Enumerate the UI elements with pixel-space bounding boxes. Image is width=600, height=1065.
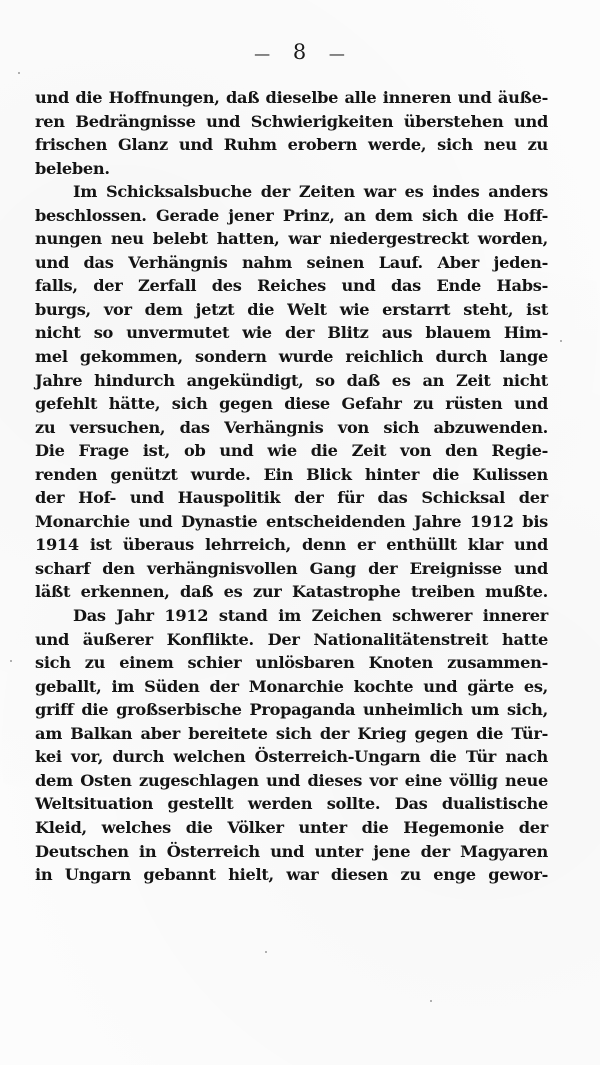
text-line: und die Hoffnungen, daß dieselbe alle inneren und äuße- [35, 88, 548, 107]
paragraph-3 [35, 604, 548, 887]
text-line: Die Frage ist, ob und wie die Zeit von den Regie- [35, 441, 548, 461]
text-line: falls, der Zerfall des Reiches und das Ende Habs- [35, 276, 548, 296]
text-line: Jahre hindurch angekündigt, so daß es an Zeit nicht [35, 370, 548, 390]
text-line: Deutschen in Österreich und unter jene der Magyaren [35, 841, 548, 861]
text-line: mel gekommen, sondern wurde reichlich durch lange [35, 347, 548, 367]
scan-speck [18, 72, 20, 74]
text-line: sich zu einem schier unlösbaren Knoten zusammen- [35, 653, 548, 673]
text-line: Kleid, welches die Völker unter die Hegemonie der [35, 817, 548, 837]
text-line: gefehlt hätte, sich gegen diese Gefahr zu rüsten und [35, 394, 548, 414]
text-line: renden genützt wurde. Ein Blick hinter die Kulissen [35, 464, 548, 484]
scan-speck [10, 660, 12, 662]
text-line: der Hof- und Hauspolitik der für das Schicksal der [35, 488, 548, 508]
text-line: 1914 ist überaus lehrreich, denn er enthüllt klar und [35, 535, 548, 555]
paragraph-2 [35, 180, 548, 604]
text-line: frischen Glanz und Ruhm erobern werde, sich neu zu [35, 135, 548, 155]
text-line: zu versuchen, das Verhängnis von sich abzuwenden. [35, 417, 548, 437]
text-line: beleben. [35, 158, 110, 178]
text-line: ren Bedrängnisse und Schwierigkeiten überstehen und [35, 111, 548, 131]
text-line: Im Schicksalsbuche der Zeiten war es indes anders [73, 182, 548, 202]
text-line: kei vor, durch welchen Österreich-Ungarn die Tür nach [35, 747, 548, 767]
text-line: beschlossen. Gerade jener Prinz, an dem sich die Hoff- [35, 205, 548, 225]
text-line: in Ungarn gebannt hielt, war diesen zu enge gewor- [35, 865, 548, 885]
text-line: am Balkan aber bereitete sich der Krieg gegen die Tür- [35, 723, 548, 743]
text-line: und das Verhängnis nahm seinen Lauf. Aber jeden- [35, 252, 548, 272]
paragraph-1 [35, 86, 548, 180]
folio-right-dash: — [328, 44, 346, 63]
text-line: griff die großserbische Propaganda unheimlich um sich, [35, 700, 548, 720]
text-line: geballt, im Süden der Monarchie kochte und gärte es, [35, 676, 548, 696]
folio-left-dash: — [254, 44, 272, 63]
text-line: und äußerer Konflikte. Der Nationalitätenstreit hatte [35, 629, 548, 649]
text-line: burgs, vor dem jetzt die Welt wie erstarrt steht, ist [35, 299, 548, 319]
page-number: 8 [292, 40, 308, 64]
text-line: dem Osten zugeschlagen und dieses vor eine völlig neue [35, 770, 548, 790]
text-line: Das Jahr 1912 stand im Zeichen schwerer innerer [73, 606, 548, 626]
scan-speck [265, 951, 267, 953]
text-line: Weltsituation gestellt werden sollte. Das dualistische [35, 794, 548, 814]
scan-speck [430, 1000, 432, 1002]
scan-speck [560, 340, 562, 342]
text-line: scharf den verhängnisvollen Gang der Ereignisse und [35, 558, 548, 578]
text-line: läßt erkennen, daß es zur Katastrophe treiben mußte. [35, 582, 548, 602]
text-line: nicht so unvermutet wie der Blitz aus blauem Him- [35, 323, 548, 343]
text-line: Monarchie und Dynastie entscheidenden Jahre 1912 bis [35, 511, 548, 531]
page-number-header [0, 40, 600, 64]
body-text [35, 86, 548, 887]
text-line: nungen neu belebt hatten, war niedergestreckt worden, [35, 229, 548, 249]
